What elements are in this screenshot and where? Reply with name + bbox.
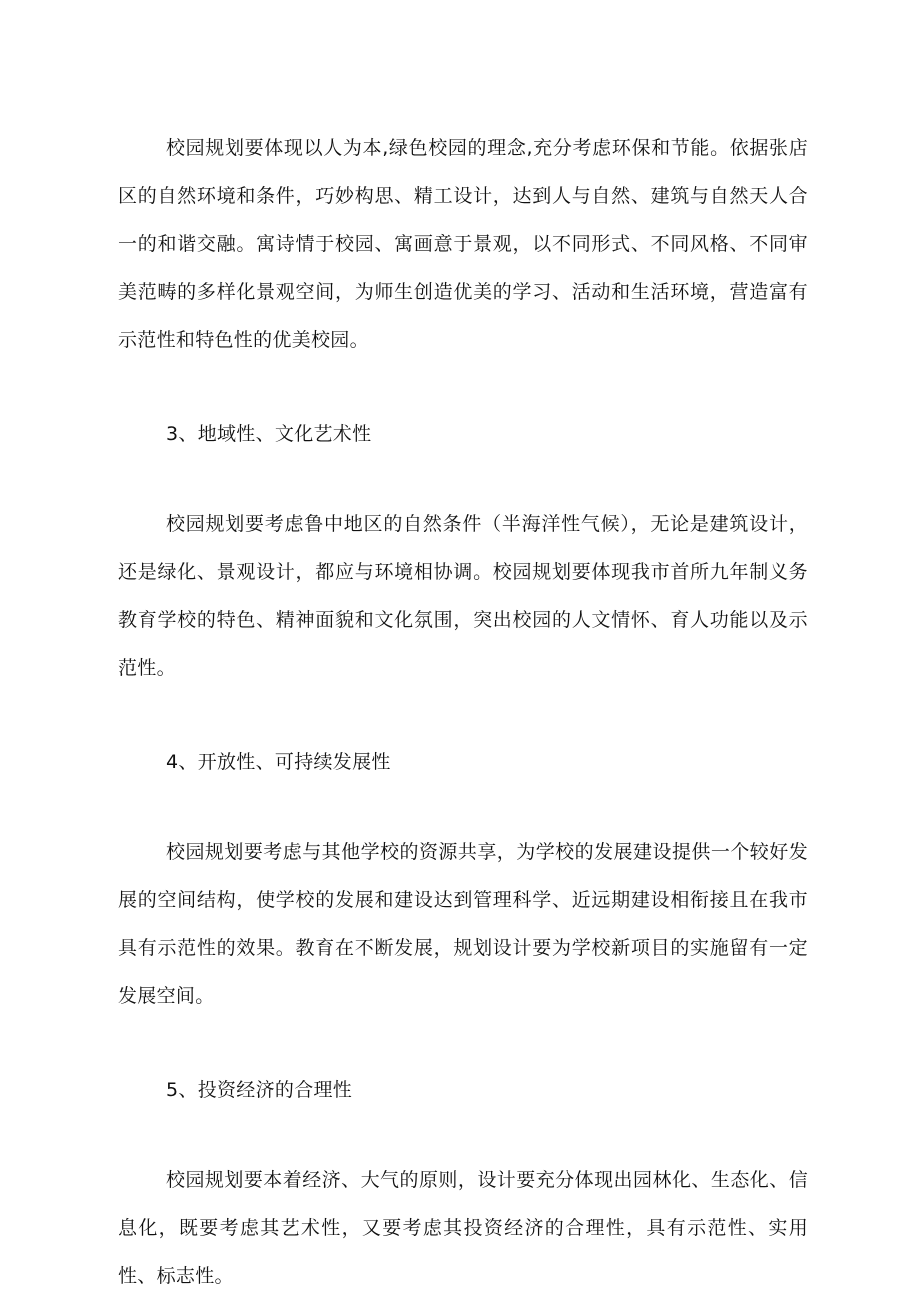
paragraph-green-campus: 校园规划要体现以人为本,绿色校园的理念,充分考虑环保和节能。依据张店区的自然环境和条件，巧妙构思、精工设计，达到人与自然、建筑与自然天人合一的和谐交融。寓诗情于校园、寓画意于景观，以不同形式、不同风格、不同审美范畴的多样化景观空间，为师生创造优美的学习、活动和生活环境，营造富有示范性和特色性的优美校园。: [118, 137, 808, 351]
paragraph-investment-economy: 校园规划要本着经济、大气的原则，设计要充分体现出园林化、生态化、信息化，既要考虑其艺术性，又要考虑其投资经济的合理性，具有示范性、实用性、标志性。: [118, 1169, 808, 1287]
spacer: [118, 364, 808, 410]
spacer: [118, 1020, 808, 1066]
spacer: [118, 1114, 808, 1156]
spacer: [118, 786, 808, 828]
heading-regional-culture: 3、地域性、文化艺术性: [166, 423, 372, 445]
document-body: [118, 124, 808, 1300]
spacer: [118, 692, 808, 738]
paragraph-regional-culture: 校园规划要考虑鲁中地区的自然条件（半海洋性气候），无论是建筑设计，还是绿化、景观设计，都应与环境相协调。校园规划要体现我市首所九年制义务教育学校的特色、精神面貌和文化氛围，突出校园的人文情怀、育人功能以及示范性。: [118, 513, 808, 679]
heading-openness-sustainability: 4、开放性、可持续发展性: [166, 751, 391, 773]
spacer: [118, 458, 808, 500]
paragraph-openness-sustainability: 校园规划要考虑与其他学校的资源共享，为学校的发展建设提供一个较好发展的空间结构，使学校的发展和建设达到管理科学、近远期建设相衔接且在我市具有示范性的效果。教育在不断发展，规划设计要为学校新项目的实施留有一定发展空间。: [118, 841, 808, 1007]
heading-investment-economy: 5、投资经济的合理性: [166, 1079, 353, 1101]
